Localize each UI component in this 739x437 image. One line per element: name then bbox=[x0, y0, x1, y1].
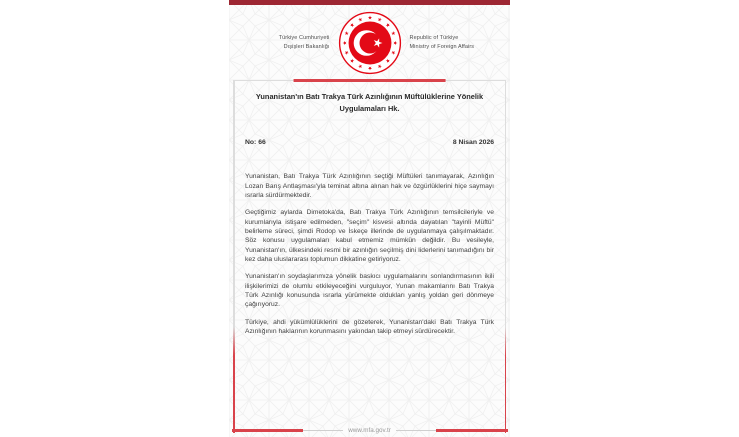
document-frame bbox=[233, 80, 506, 433]
footer-website-url: www.mfa.gov.tr bbox=[348, 427, 391, 434]
footer-rule-right-thin bbox=[396, 430, 436, 431]
org-name-english bbox=[410, 34, 492, 53]
paragraph-3: Yunanistan'ın soydaşlarımıza yönelik baskıcı uygulamalarını sonlandırmasının ikili ilişkilerimizi de olumlu etkileyeceğini vurguluyor, Yunan makamlarını Batı Trakya Türk Azınlığı konusunda ısrarla yürümekte oldukları yanlış yoldan geri dönmeye çağırıyoruz. bbox=[245, 273, 494, 309]
footer-rule-left-red bbox=[232, 429, 304, 432]
paragraph-1: Yunanistan, Batı Trakya Türk Azınlığının seçtiği Müftüleri tanımayarak, Azınlığın Lozan Barış Antlaşması'yla teminat altına alınan hak ve özgürlüklerini hiçe saymayı ısrarla sürdürmektedir. bbox=[245, 173, 494, 200]
paragraph-2: Geçtiğimiz aylarda Dimetoka'da, Batı Trakya Türk Azınlığının temsilcileriyle ve kurumlarıyla istişare edilmeden, "seçim" kisvesi altında dayatılan "tayinli Müftü" belirleme süreci, şimdi Rodop ve İskeçe illerinde de uygulanmaya çalışılmaktadır. Söz konusu uygulamaları kabul etmemiz mümkün değildir. Bu vesileyle, Yunanistan'ın, ülkesindeki resmi bir azınlığın seçilmiş dini liderlerini tanımadığını bir kez daha uluslararası toplumun dikkatine getiriyoruz. bbox=[245, 209, 494, 263]
footer-rule-right-red bbox=[436, 429, 508, 432]
press-release-page bbox=[229, 0, 510, 437]
org-name-turkish bbox=[248, 34, 330, 53]
frame-right-border bbox=[505, 80, 507, 433]
letterhead bbox=[229, 5, 510, 80]
paragraph-4: Türkiye, ahdi yükümlülüklerini de gözeterek, Yunanistan'daki Batı Trakya Türk Azınlığının haklarının korunmasını yakından takip etmeyi sürdürecektir. bbox=[245, 318, 494, 335]
org-name-turkish-line1: Türkiye Cumhuriyeti bbox=[278, 34, 330, 41]
press-release-meta bbox=[245, 139, 494, 146]
press-release-title: Yunanistan'ın Batı Trakya Türk Azınlığının Müftülüklerine Yönelik Uygulamaları Hk. bbox=[255, 92, 484, 114]
frame-top-red-accent bbox=[293, 79, 446, 83]
footer-rule-left-thin bbox=[303, 430, 343, 431]
footer-rule bbox=[232, 427, 508, 434]
org-name-english-line2: Ministry of Foreign Affairs bbox=[409, 44, 475, 50]
mfa-emblem-icon bbox=[338, 11, 402, 75]
press-release-date: 8 Nisan 2026 bbox=[452, 139, 494, 147]
org-name-turkish-line2: Dışişleri Bakanlığı bbox=[283, 44, 330, 50]
press-release-number: No: 66 bbox=[245, 139, 266, 147]
org-name-english-line1: Republic of Türkiye bbox=[409, 34, 459, 41]
frame-left-border bbox=[233, 80, 235, 433]
